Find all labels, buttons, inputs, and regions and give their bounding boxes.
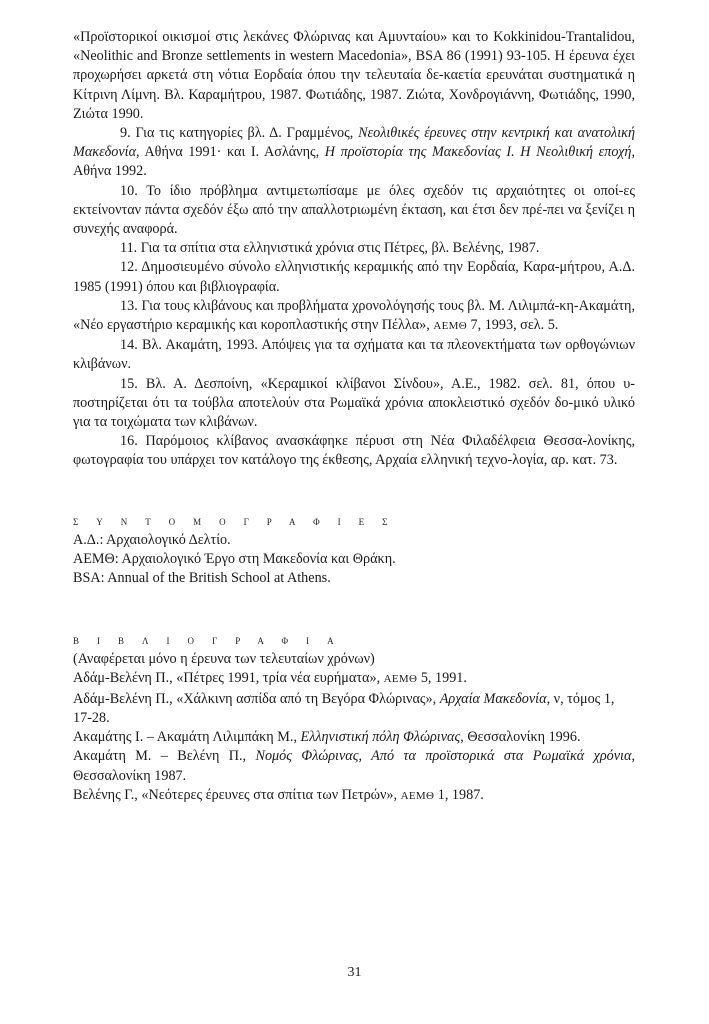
- note-14: 14. Βλ. Ακαμάτη, 1993. Απόψεις για τα σχήματα και τα πλεονεκτήματα των ορθογώνιων κλιβάνων.: [73, 337, 635, 373]
- page-number: 31: [347, 965, 362, 980]
- note-16: 16. Παρόμοιος κλίβανος ανασκάφηκε πέρυσι στη Νέα Φιλαδέλφεια Θεσσα-λονίκης, φωτογραφία του υπάρχει τον κατάλογο της έκθεσης, Αρχαία ελληνική τεχνο-λογία, αρ. κατ. 73.: [73, 433, 635, 469]
- note-11: 11. Για τα σπίτια στα ελληνιστικά χρόνια στις Πέτρες, βλ. Βελένης, 1987.: [120, 240, 540, 257]
- note-9: 9. Για τις κατηγορίες βλ. Δ. Γραμμένος, Νεολιθικές έρευνες στην κεντρική και ανατολική Μακεδονία, Αθήνα 1991· και Ι. Ασλάνης, Η προϊστορία της Μακεδονίας Ι. Η Νεολιθική εποχή, Αθήνα 1992.: [73, 125, 635, 180]
- note-8-continued: «Προϊστορικοί οικισμοί στις λεκάνες Φλώρινας και Αμυνταίου» και το Kokkinidou-Trantalidou, «Neolithic and Bronze settlements in western Macedonia», BSA 86 (1991) 93-105. Η έρευνα έχει προχωρήσει αρκετά στη νότια Εορδαία όπου την τελευταία δε-καετία ερευνάται συστηματικά η Κίτρινη Λίμνη. Βλ. Καραμήτρου, 1987. Φωτιάδης, 1987. Ζιώτα, Χονδρογιάννη, Φωτιάδης, 1990, Ζιώτα 1990.: [73, 29, 635, 122]
- abbreviations-section: [73, 517, 635, 589]
- bibliography-entry: Αδάμ-Βελένη Π., «Πέτρες 1991, τρία νέα ευρήματα», ΑΕΜΘ 5, 1991.: [73, 670, 467, 687]
- note-13: 13. Για τους κλιβάνους και προβλήματα χρονολόγησής τους βλ. Μ. Λιλιμπά-κη-Ακαμάτη, «Νέο εργαστήριο κεραμικής και κοροπλαστικής στην Πέλλα», ΑΕΜΘ 7, 1993, σελ. 5.: [73, 297, 635, 334]
- page-body: [73, 28, 635, 806]
- abbr-aemth: ΑΕΜΘ: [433, 320, 467, 333]
- endnotes: [73, 28, 635, 471]
- note-9-title-2: Η προϊστορία της Μακεδονίας Ι. Η Νεολιθική εποχή: [324, 144, 632, 161]
- abbreviation-item: ΑΕΜΘ: Αρχαιολογικό Έργο στη Μακεδονία και Θράκη.: [73, 550, 396, 567]
- note-12: 12. Δημοσιευμένο σύνολο ελληνιστικής κεραμικής από την Εορδαία, Καρα-μήτρου, Α.Δ. 1985 (1991) όπου και βιβλιογραφία.: [73, 259, 635, 295]
- bibliography-entry: Ακαμάτη Μ. – Βελένη Π., Νομός Φλώρινας, Από τα προϊστορικά στα Ρωμαϊκά χρόνια, Θεσσαλονίκη 1987.: [73, 748, 635, 784]
- bibliography-section: [73, 636, 635, 806]
- abbreviations-heading: ΣΥΝΤΟΜΟΓΡΑΦΙΕΣ: [73, 516, 406, 527]
- abbreviation-item: BSA: Annual of the British School at Athens.: [73, 570, 331, 587]
- bibliography-heading: ΒΙΒΛΙΟΓΡΑΦΙΑ: [73, 636, 352, 647]
- abbreviation-item: Α.Δ.: Αρχαιολογικό Δελτίο.: [73, 531, 231, 548]
- bibliography-intro: (Αναφέρεται μόνο η έρευνα των τελευταίων χρόνων): [73, 651, 375, 668]
- bibliography-entry: Βελένης Γ., «Νεότερες έρευνες στα σπίτια των Πετρών», ΑΕΜΘ 1, 1987.: [73, 786, 484, 803]
- bibliography-entry: Αδάμ-Βελένη Π., «Χάλκινη ασπίδα από τη Βεγόρα Φλώρινας», Αρχαία Μακεδονία, ν, τόμος 1, 17-28.: [73, 690, 615, 726]
- bibliography-entry: Ακαμάτης Ι. – Ακαμάτη Λιλιμπάκη Μ., Ελληνιστική πόλη Φλώρινας, Θεσσαλονίκη 1996.: [73, 729, 581, 746]
- note-9-title-1: Νεολιθικές έρευνες στην κεντρική και ανατολική Μακεδονία: [73, 125, 635, 161]
- note-10: 10. Το ίδιο πρόβλημα αντιμετωπίσαμε με όλες σχεδόν τις αρχαιότητες οι οποί-ες εκτείνονταν πάντα σχεδόν έξω από την απαλλοτριωμένη έκταση, και έτσι δεν πρέ-πει να ξενίζει η συνεχής αναφορά.: [73, 182, 635, 238]
- note-15: 15. Βλ. Α. Δεσποίνη, «Κεραμικοί κλίβανοι Σίνδου», Α.Ε., 1982. σελ. 81, όπου υ-ποστηρίζεται ότι τα τούβλα αποτελούν στα Ρωμαϊκά χρόνια αποκλειστικό σχεδόν δο-μικό υλικό για τα τοιχώματα των κλιβάνων.: [73, 375, 635, 431]
